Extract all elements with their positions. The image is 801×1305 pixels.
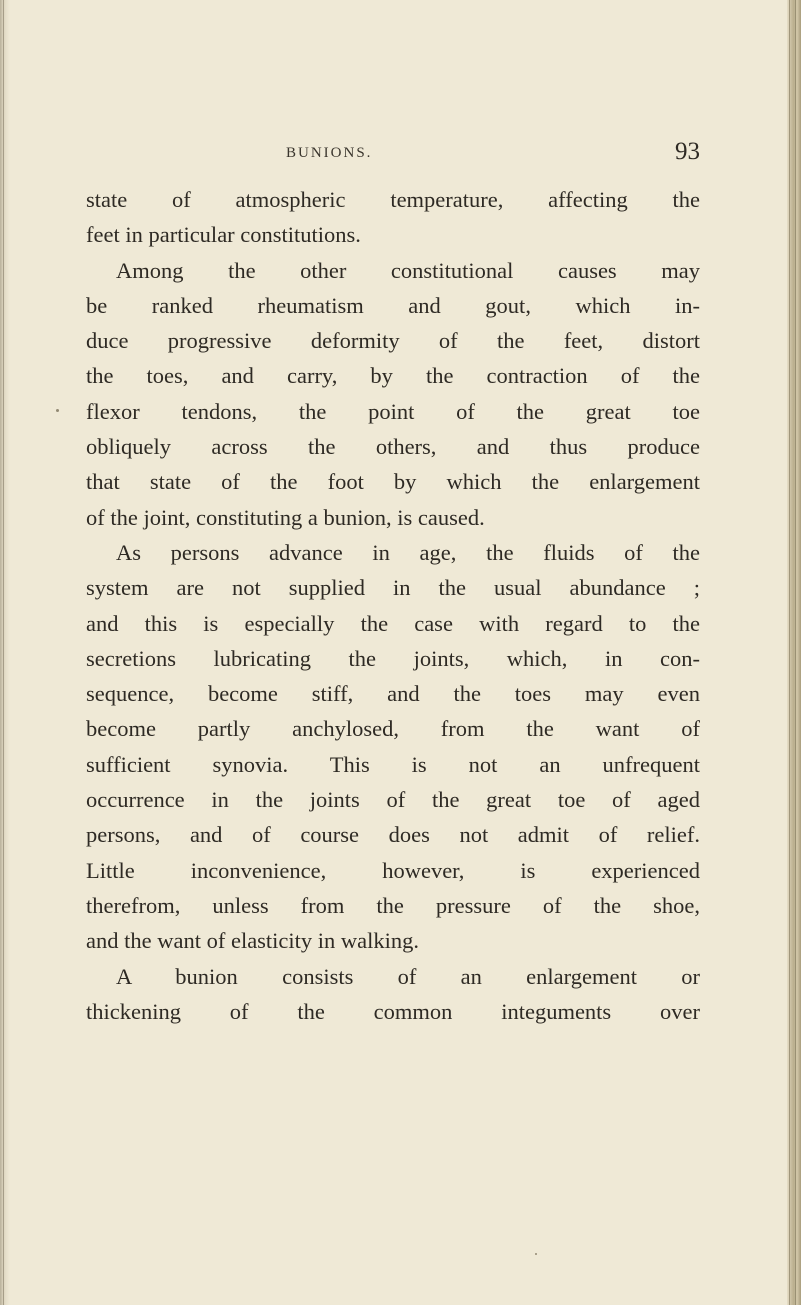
running-head-title: BUNIONS. bbox=[286, 145, 373, 161]
ink-speck bbox=[535, 1253, 537, 1255]
text-line: Among the other constitutional causes may bbox=[116, 257, 700, 283]
text-line: flexor tendons, the point of the great toe bbox=[86, 398, 700, 424]
text-line: obliquely across the others, and thus produce bbox=[86, 434, 700, 460]
text-line: feet in particular constitutions. bbox=[86, 222, 361, 248]
text-line: be ranked rheumatism and gout, which in- bbox=[86, 292, 700, 318]
text-line: become partly anchylosed, from the want of bbox=[86, 716, 700, 742]
page-edge-line bbox=[795, 0, 796, 1305]
text-line: Little inconvenience, however, is experienced bbox=[86, 857, 700, 883]
text-line: thickening of the common integuments over bbox=[86, 998, 700, 1024]
text-line: that state of the foot by which the enlargement bbox=[86, 469, 700, 495]
binding-rule bbox=[3, 0, 4, 1305]
binding-edge bbox=[0, 0, 10, 1305]
text-line: As persons advance in age, the fluids of the bbox=[116, 539, 700, 565]
running-head bbox=[100, 138, 700, 169]
text-line: occurrence in the joints of the great toe of aged bbox=[86, 787, 700, 813]
text-line: state of atmospheric temperature, affecting the bbox=[86, 187, 700, 212]
text-line: therefrom, unless from the pressure of the shoe, bbox=[86, 892, 700, 918]
text-line: sufficient synovia. This is not an unfrequent bbox=[86, 751, 700, 777]
page-edge-line bbox=[789, 0, 790, 1305]
text-line: persons, and of course does not admit of relief. bbox=[86, 822, 700, 848]
text-line: secretions lubricating the joints, which, in con- bbox=[86, 645, 700, 671]
text-line: of the joint, constituting a bunion, is caused. bbox=[86, 504, 485, 530]
text-line: and the want of elasticity in walking. bbox=[86, 928, 420, 954]
text-line: system are not supplied in the usual abundance ; bbox=[86, 575, 700, 601]
text-line: and this is especially the case with regard to the bbox=[86, 610, 700, 636]
text-line: A bunion consists of an enlargement or bbox=[116, 963, 700, 989]
text-line: sequence, become stiff, and the toes may even bbox=[86, 681, 700, 707]
ink-speck bbox=[56, 409, 59, 412]
page-number: 93 bbox=[675, 138, 700, 165]
body-text bbox=[86, 182, 700, 1029]
text-line: the toes, and carry, by the contraction of the bbox=[86, 363, 700, 389]
text-line: duce progressive deformity of the feet, distort bbox=[86, 328, 700, 354]
